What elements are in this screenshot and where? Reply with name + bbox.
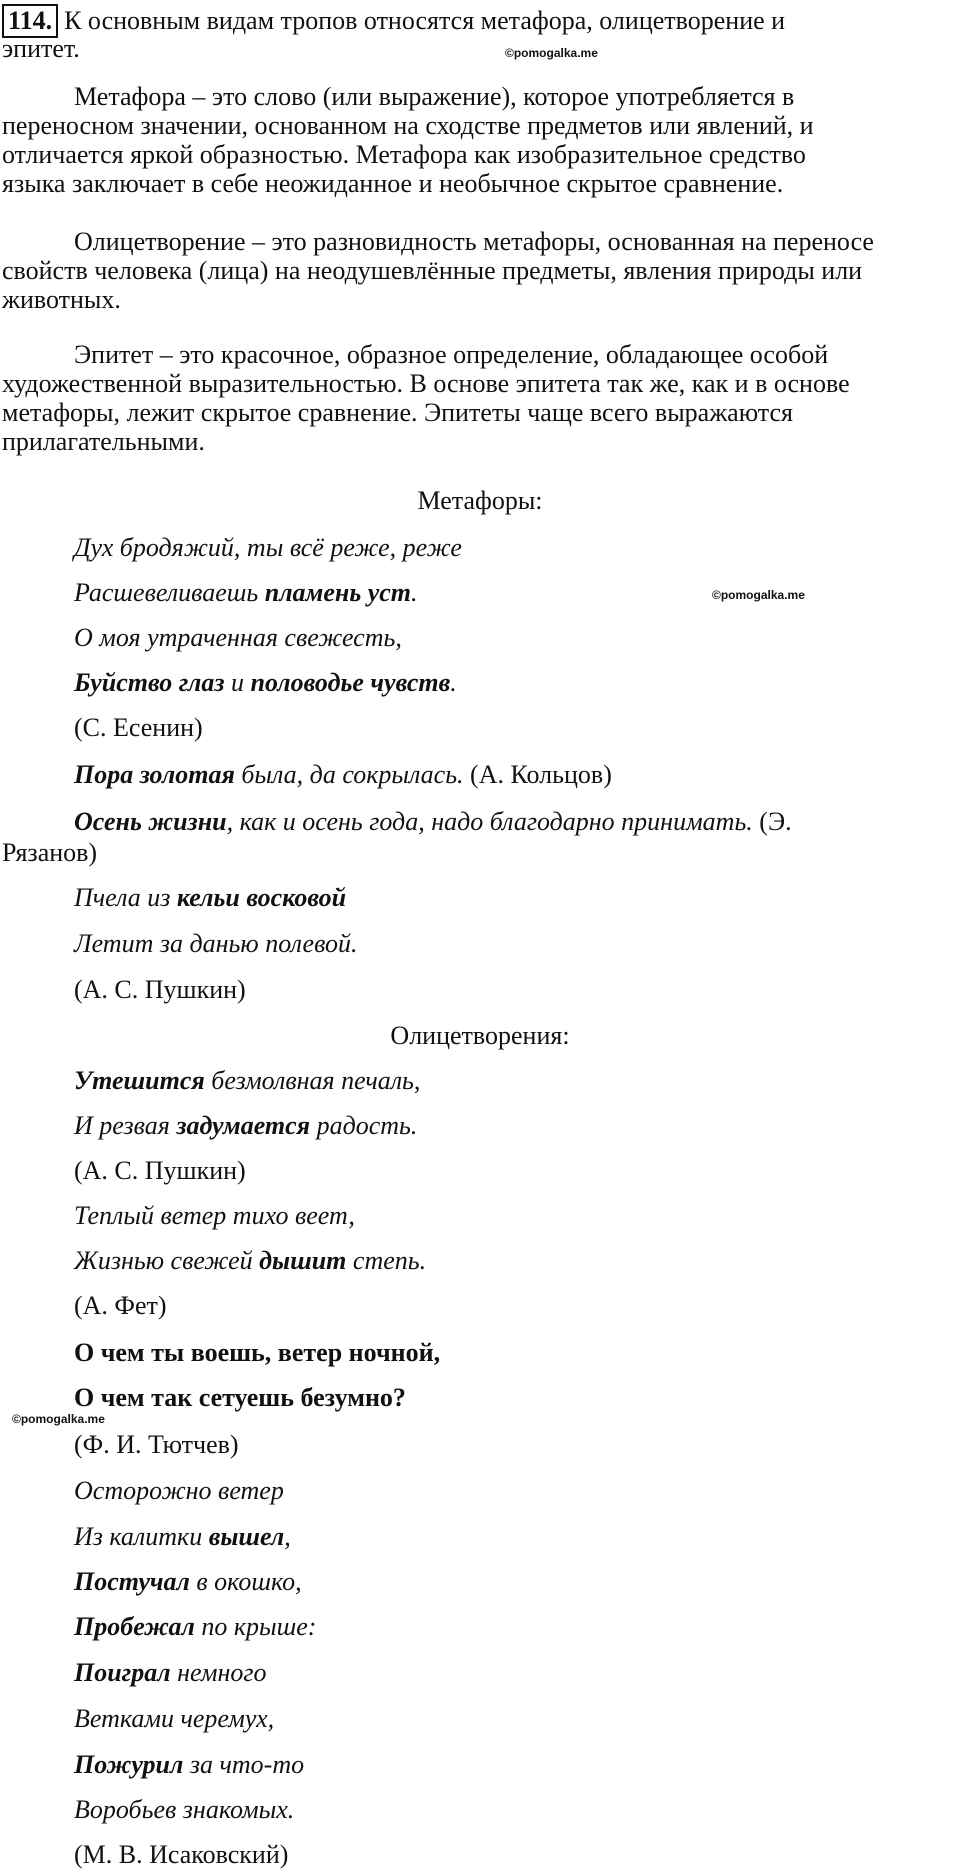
poem-line: Утешится безмолвная печаль, (74, 1066, 421, 1095)
epithet-definition-line: прилагательными. (2, 427, 205, 456)
quote-line: Пора золотая была, да сокрылась. (А. Кольцов) (74, 760, 612, 789)
watermark: ©pomogalka.me (505, 46, 598, 60)
metaphors-heading: Метафоры: (417, 486, 543, 515)
personification-definition-line: свойств человека (лица) на неодушевлённые предметы, явления природы или (2, 256, 863, 285)
author-attribution: (А. С. Пушкин) (74, 1156, 246, 1185)
poem-line: Пчела из кельи восковой (74, 883, 347, 912)
poem-line: Из калитки вышел, (74, 1522, 291, 1551)
epithet-definition-line: метафоры, лежит скрытое сравнение. Эпитеты чаще всего выражаются (2, 398, 793, 427)
metaphor-definition-line: языка заключает в себе неожиданное и необычное скрытое сравнение. (2, 169, 784, 198)
metaphor-definition-line: Метафора – это слово (или выражение), которое употребляется в (74, 82, 795, 111)
poem-line: О моя утраченная свежесть, (74, 623, 402, 652)
personification-definition-line: животных. (2, 285, 121, 314)
metaphor-definition-line: переносном значении, основанном на сходстве предметов или явлений, и (2, 111, 814, 140)
poem-line: О чем ты воешь, ветер ночной, (74, 1338, 441, 1367)
poem-line: Осторожно ветер (74, 1476, 284, 1505)
poem-line: Ветками черемух, (74, 1704, 275, 1733)
intro-line-2: эпитет. (2, 34, 80, 63)
poem-line: Пожурил за что-то (74, 1750, 305, 1779)
poem-line: Летит за данью полевой. (74, 929, 358, 958)
epithet-definition-line: Эпитет – это красочное, образное определение, обладающее особой (74, 340, 829, 369)
poem-line: Дух бродяжий, ты всё реже, реже (74, 533, 462, 562)
poem-line: Постучал в окошко, (74, 1567, 302, 1596)
poem-line: Поиграл немного (74, 1658, 267, 1687)
watermark: ©pomogalka.me (712, 588, 805, 602)
personifications-heading: Олицетворения: (390, 1021, 570, 1050)
quote-line: Осень жизни, как и осень года, надо благодарно принимать. (Э. (74, 807, 792, 836)
author-attribution: (А. С. Пушкин) (74, 975, 246, 1004)
author-attribution: (С. Есенин) (74, 713, 203, 742)
exercise-number: 114. (2, 4, 58, 38)
quote-line: Рязанов) (2, 838, 98, 867)
poem-line: Жизнью свежей дышит степь. (74, 1246, 427, 1275)
poem-line: Буйство глаз и половодье чувств. (74, 668, 457, 697)
poem-line: Теплый ветер тихо веет, (74, 1201, 355, 1230)
poem-line: И резвая задумается радость. (74, 1111, 418, 1140)
author-attribution: (М. В. Исаковский) (74, 1840, 289, 1869)
poem-line: Расшевеливаешь пламень уст. (74, 578, 418, 607)
author-attribution: (А. Фет) (74, 1291, 167, 1320)
poem-line: Пробежал по крыше: (74, 1612, 317, 1641)
personification-definition-line: Олицетворение – это разновидность метафоры, основанная на переносе (74, 227, 874, 256)
author-attribution: (Ф. И. Тютчев) (74, 1430, 239, 1459)
epithet-definition-line: художественной выразительностью. В основе эпитета так же, как и в основе (2, 369, 850, 398)
intro-line-1: 114. К основным видам тропов относятся метафора, олицетворение и (2, 4, 785, 38)
poem-line: Воробьев знакомых. (74, 1795, 295, 1824)
metaphor-definition-line: отличается яркой образностью. Метафора как изобразительное средство (2, 140, 806, 169)
poem-line: О чем так сетуешь безумно? (74, 1383, 406, 1412)
watermark: ©pomogalka.me (12, 1412, 105, 1426)
